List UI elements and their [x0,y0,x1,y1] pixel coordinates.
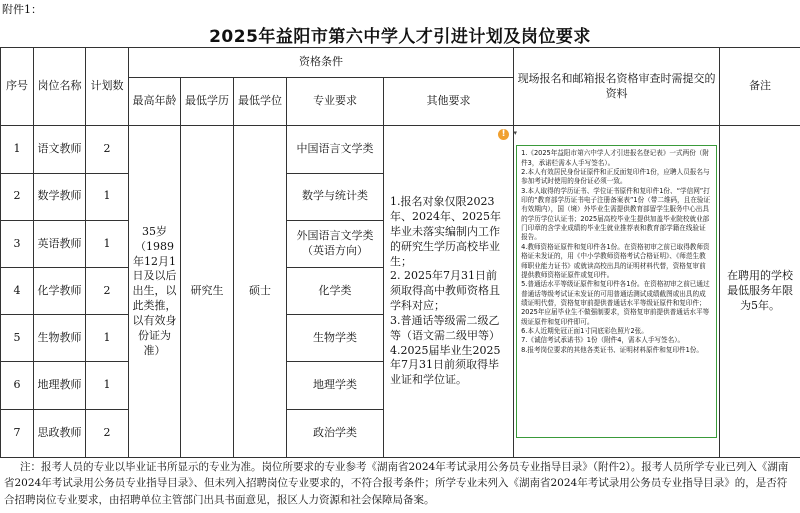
header-remarks: 备注 [720,48,800,126]
cell-min-degree: 硕士 [234,126,287,458]
cell-seq: 7 [1,409,34,457]
cell-seq: 6 [1,362,34,409]
materials-item: 7.《诚信考试承诺书》1份（附件4，需本人手写签名）。 [521,336,685,345]
materials-selection-box[interactable] [516,145,717,438]
cell-seq: 5 [1,315,34,362]
header-row-1 [1,48,800,78]
header-seq: 序号 [1,48,34,126]
cell-plan: 1 [86,173,129,220]
header-min-edu: 最低学历 [181,78,234,126]
cell-major: 化学类 [287,268,384,315]
other-requirement-item: 4.2025届毕业生2025年7月31日前须取得毕业证和学位证。 [390,343,501,387]
cell-major: 数学与统计类 [287,173,384,220]
materials-item: 4.教师资格证原件和复印件各1份。在资格初审之前已取得教师资格证未发证的，用《中小学教师资格考试合格证明》、《师范生教师职业能力证书》或就读高校出具的证明材料代替，资格复审前提供教师资格证原件或复印件。 [521,242,710,279]
cell-major: 政治学类 [287,409,384,457]
header-min-degree: 最低学位 [234,78,287,126]
cell-position: 生物教师 [34,315,86,362]
cell-seq: 3 [1,220,34,267]
other-requirement-item: 2. 2025年7月31日前须取得高中教师资格且学科对应； [390,269,500,313]
header-position: 岗位名称 [34,48,86,126]
cell-position: 思政教师 [34,409,86,457]
cell-plan: 2 [86,409,129,457]
table-row [1,126,800,173]
cell-plan: 1 [86,220,129,267]
warning-icon[interactable]: ! [498,129,509,140]
positions-table [0,47,800,458]
header-other: 其他要求 [384,78,514,126]
cell-materials [514,126,720,458]
cell-position: 英语教师 [34,220,86,267]
cell-seq: 4 [1,268,34,315]
cell-other-requirements [384,126,518,458]
cell-major: 外国语言文学类（英语方向） [287,220,384,267]
materials-item: 3.本人取得的学历证书、学位证书原件和复印件1份、“学信网”打印的“教育部学历证书电子注册备案表”1份（带二维码，且在验证有效期内），国（境）外毕业生需提供教育部留学生服务中心出具的学历学位认证书；2025届高校毕业生提供加盖毕业院校就业部门印章的含学业成绩的毕业生就业推荐表和教育部学籍在线验证报告。 [521,186,711,242]
document-title: 2025年益阳市第六中学人才引进计划及岗位要求 [209,27,591,47]
cell-major: 中国语言文学类 [287,126,384,173]
other-requirement-item: 1.报名对象仅限2023年、2024年、2025年毕业未落实编制内工作的研究生学历高校毕业生； [390,195,501,268]
cell-major: 生物学类 [287,315,384,362]
cell-position: 化学教师 [34,268,86,315]
materials-item: 5.普通话水平等级证原件和复印件各1份。在资格初审之前已通过普通话等级考试证未发证的可用普通话测试成绩截图或出具的成绩证明代替，资格复审前提供普通话水平等级证原件和复印件；2025年应届毕业生不做强制要求，资格复审前提供普通话水平等级证原件和复印件即可。 [521,280,710,326]
cell-remarks: 在聘用的学校最低服务年限为5年。 [720,126,800,458]
other-requirement-item: 3.普通话等级需二级乙等（语文需二级甲等） [390,313,500,342]
cell-plan: 2 [86,126,129,173]
chevron-down-icon[interactable]: ▾ [513,129,518,138]
cell-plan: 2 [86,268,129,315]
cell-max-age: 35岁（1989年12月1日及以后出生，以此类推，以有效身份证为准） [129,126,181,458]
header-qualifications: 资格条件 [129,48,514,78]
materials-item: 1.《2025年益阳市第六中学人才引进报名登记表》一式两份（附件3，承诺栏需本人手写签名）。 [521,149,709,167]
cell-seq: 1 [1,126,34,173]
attachment-label: 附件1： [2,3,42,16]
cell-major: 地理学类 [287,362,384,409]
cell-min-edu: 研究生 [181,126,234,458]
cell-position: 数学教师 [34,173,86,220]
header-materials: 现场报名和邮箱报名资格审查时需提交的资料 [514,48,720,126]
materials-item: 8.报考岗位要求的其他各类证书、证明材料原件和复印件1份。 [521,345,703,354]
footnote: 注：报考人员的专业以毕业证书所显示的专业为准。岗位所要求的专业参考《湖南省2024年考试录用公务员专业指导目录》（附件2）。报考人员所学专业已列入《湖南省2024年考试录用公务员专业指导目录》、但未列入招聘岗位专业要求的，不符合报考条件；所学专业未列入《湖南省2024年考试录用公务员专业指导目录》的，是否符合招聘岗位专业要求，由招聘单位主管部门出具书面意见，报区人力资源和社会保障局备案。 [4,461,789,506]
cell-position: 地理教师 [34,362,86,409]
materials-item: 2.本人有效居民身份证原件和正反面复印件1份，应聘人员报名与参加考试时使用的身份证必须一致。 [521,167,710,186]
cell-seq: 2 [1,173,34,220]
header-max-age: 最高年龄 [129,78,181,126]
header-major: 专业要求 [287,78,384,126]
materials-item: 6.本人近期免冠正面1寸同底彩色照片2张。 [521,327,648,336]
header-plan: 计划数 [86,48,129,126]
cell-plan: 1 [86,315,129,362]
cell-plan: 1 [86,362,129,409]
cell-position: 语文教师 [34,126,86,173]
